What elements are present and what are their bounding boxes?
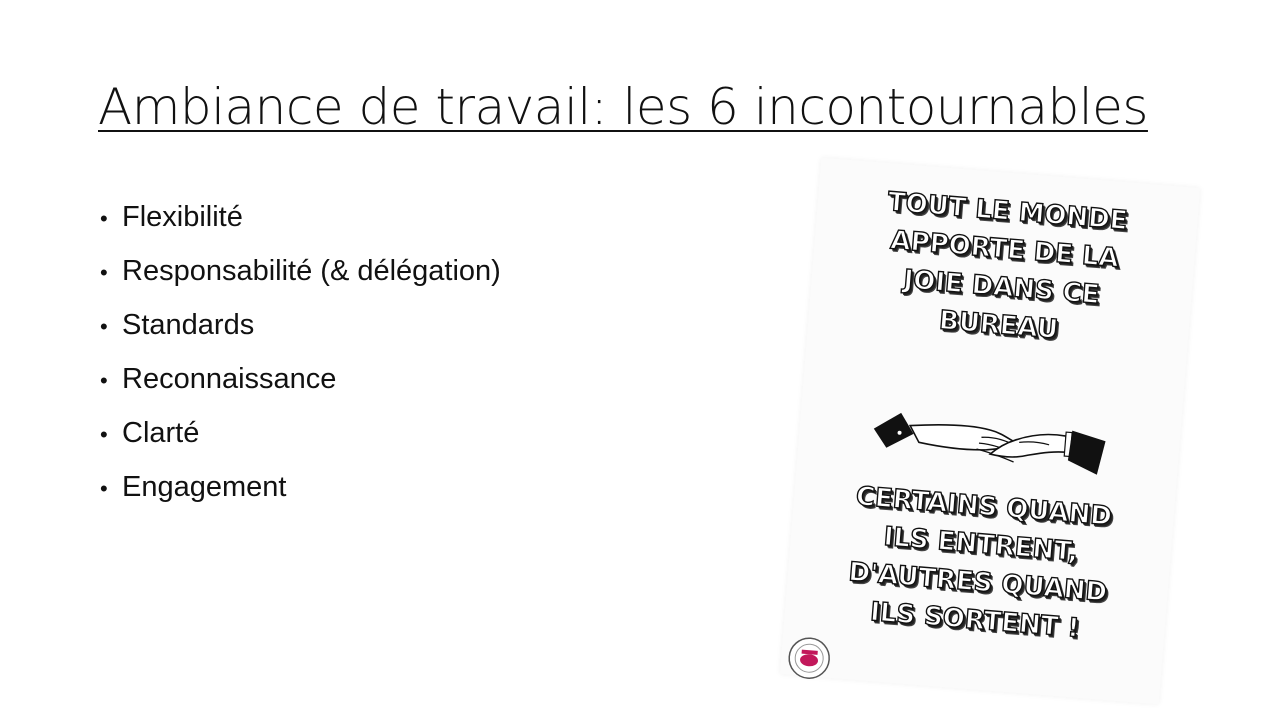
poster-line: APPORTE DE LA — [889, 225, 1120, 274]
bullet-marker: • — [100, 422, 108, 447]
bullet-item — [100, 190, 501, 244]
slide-title: Ambiance de travail: les 6 incontournables — [98, 78, 1148, 136]
poster-line: BUREAU — [937, 305, 1060, 346]
bullet-list — [100, 190, 501, 514]
poster-image — [760, 150, 1220, 710]
bullet-text: Reconnaissance — [122, 363, 337, 395]
poster-top-text — [808, 178, 1199, 360]
bullet-item — [100, 352, 501, 406]
poster-bottom-text — [784, 473, 1175, 655]
bullet-marker: • — [100, 260, 108, 285]
bullet-text: Engagement — [122, 471, 287, 503]
poster-line: ILS SORTENT ! — [869, 597, 1081, 644]
handshake-icon — [867, 400, 1111, 479]
poster-line: D'AUTRES QUAND — [847, 557, 1109, 608]
bullet-text: Standards — [122, 309, 255, 341]
bullet-text: Clarté — [122, 417, 200, 449]
bullet-text: Responsabilité (& délégation) — [122, 255, 501, 287]
poster-line: ILS ENTRENT, — [882, 521, 1080, 568]
bullet-marker: • — [100, 206, 108, 231]
bullet-item — [100, 298, 501, 352]
bullet-item — [100, 244, 501, 298]
bullet-text: Flexibilité — [122, 201, 243, 233]
bullet-item — [100, 406, 501, 460]
poster-line: CERTAINS QUAND — [854, 481, 1114, 532]
poster-line: JOIE DANS CE — [902, 264, 1101, 311]
bullet-item — [100, 460, 501, 514]
bullet-marker: • — [100, 314, 108, 339]
poster-line: TOUT LE MONDE — [886, 187, 1129, 237]
poster — [780, 158, 1200, 705]
bullet-marker: • — [100, 368, 108, 393]
bullet-marker: • — [100, 476, 108, 501]
seal-icon — [786, 635, 833, 682]
